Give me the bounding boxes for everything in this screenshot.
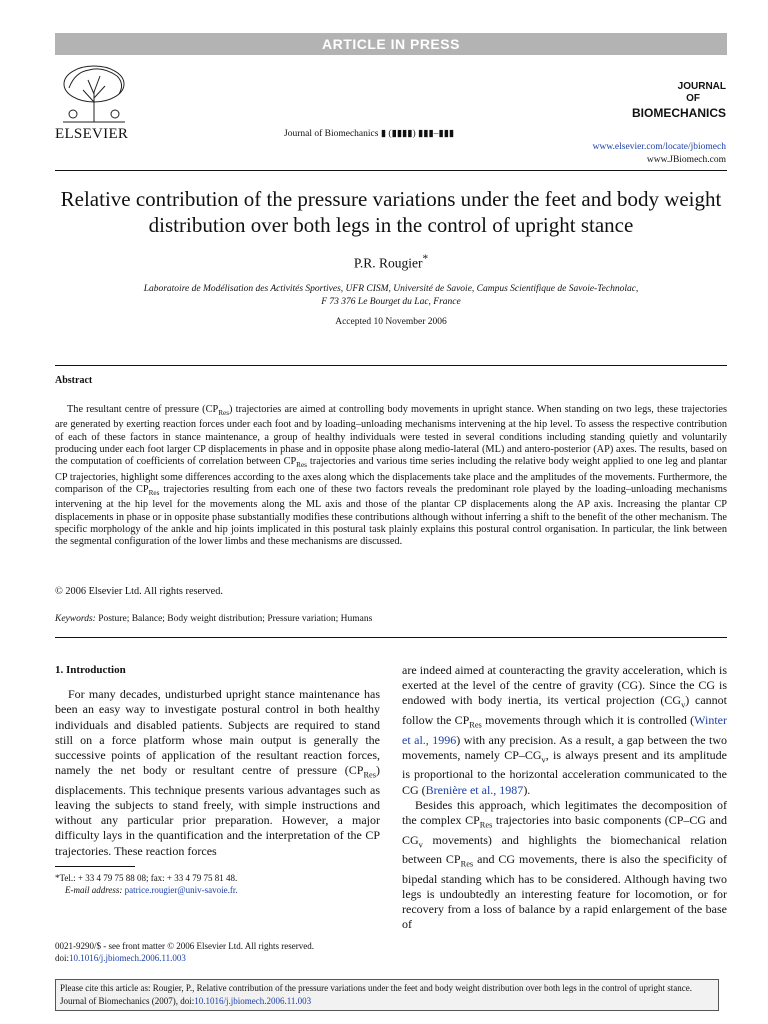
paragraph-part: Besides this approach, which legitimates the decomposition of the complex CP — [402, 797, 727, 827]
paragraph-part: , is always present and its amplitude is proportional to the horizontal acceleration communicated to the CG ( — [402, 747, 727, 797]
keywords — [55, 614, 372, 624]
paragraph-part: ). — [523, 782, 531, 797]
subscript: Res — [218, 409, 230, 418]
abstract-top-divider — [55, 365, 727, 366]
paragraph-part: ) cannot follow the CP — [402, 693, 727, 727]
subscript: v — [418, 839, 423, 849]
subscript: v — [681, 700, 686, 710]
intro-paragraph-1 — [55, 687, 380, 859]
journal-logo-line3: BIOMECHANICS — [631, 106, 726, 120]
paragraph-part: movements) and highlights the biomechanical relation between CP — [402, 832, 727, 867]
paragraph-part: ) displacements. This technique presents various advantages such as leaving the subjects to stand freely, with simple instructions and without any particular prior preparation. However, a major difficulty lays in the quantification and the interpretation of the CP trajectories. These reaction forces — [55, 763, 380, 858]
keywords-list: Posture; Balance; Body weight distribution; Pressure variation; Humans — [95, 614, 373, 624]
subscript: Res — [479, 820, 493, 830]
cite-doi-link[interactable]: 10.1016/j.jbiomech.2006.11.003 — [194, 995, 312, 1006]
footnote — [55, 872, 238, 896]
right-column — [402, 663, 727, 933]
cite-text: Please cite this article as: Rougier, P., Relative contribution of the pressure variations under the feet and body weight distribution over both legs in the control of upright stance. Journal of Biomechanics (2007), doi: — [60, 983, 692, 1006]
article-title: Relative contribution of the pressure variations under the feet and body weight distribution over both legs in the control of upright stance — [60, 187, 722, 237]
journal-logo-line1: JOURNAL — [677, 81, 726, 92]
subscript: Res — [460, 859, 474, 869]
doi-line — [55, 952, 314, 964]
subscript: Res — [363, 770, 376, 780]
journal-urls — [593, 141, 726, 167]
subscript: Res — [469, 720, 482, 730]
footnote-divider — [55, 866, 135, 867]
accepted-date: Accepted 10 November 2006 — [335, 317, 447, 327]
paragraph-part: and CG movements, there is also the specificity of bipedal standing which has to be considered. Although having two legs is undoubtedly an interesting feature for locomotion, or for recovery from a loss of balance by a rapid enlargement of the base of — [402, 852, 727, 932]
affiliation-line2: F 73 376 Le Bourget du Lac, France — [321, 297, 461, 307]
author-name-text: P.R. Rougier — [353, 255, 423, 271]
citation-link-breniere[interactable]: Brenière et al., 1987 — [425, 782, 524, 797]
author-affiliation — [55, 283, 727, 309]
footnote-email-line — [55, 884, 238, 896]
author-name — [55, 253, 727, 272]
paragraph-part: For many decades, undisturbed upright stance maintenance has been an easy way to investigate postural control in both healthy individuals and disabled patients. Subjects are required to stand still on a force platform whose main output is generally the successive points of application of the resultant reaction forces, namely the net body or resultant centre of pressure (CP — [55, 687, 380, 778]
cite-this-article-box — [55, 979, 719, 1011]
intro-paragraph-2 — [402, 798, 727, 933]
abstract-part: trajectories resulting from each one of these two factors reveals the predominant role played by the loading–unloading mechanisms intervening at the hip level for the movements along the ML axis and those of the plantar CP displacements along the AP axis. Increasing the plantar CP displacements in phase or in opposite phase substantially modifies these contributions although without inferring a shift to the benefit of the other mechanism. The specific morphology of the ankle and hip joints implicated in this postural task plainly explains this postural control organisation. In particular, the link between the segmental configuration of the lower limbs and these mechanisms are discussed. — [55, 483, 727, 548]
journal-logo — [632, 80, 726, 121]
paragraph-part: ) with any precision. As a result, a gap between the two movements, namely CP–CG — [402, 732, 728, 762]
citation-link-winter[interactable]: Winter et al., 1996 — [402, 713, 727, 747]
subscript: Res — [296, 461, 307, 470]
doi-link[interactable]: 10.1016/j.jbiomech.2006.11.003 — [69, 953, 186, 963]
abstract-copyright: © 2006 Elsevier Ltd. All rights reserved. — [55, 586, 223, 597]
elsevier-tree-logo-icon — [55, 62, 133, 124]
paragraph-part: trajectories into basic components (CP–CG and CG — [402, 813, 727, 847]
doi-label: doi: — [55, 953, 70, 963]
abstract-part: trajectories and various time series including the relative body weight applied to one leg and plantar CP trajectories, highlight some differences according to the axes along which the displacements take place and the amplitudes of the movements. Furthermore, the comparison of the CP — [55, 456, 727, 495]
journal-locate-link[interactable]: www.elsevier.com/locate/jbiomech — [592, 142, 726, 152]
front-matter-line: 0021-9290/$ - see front matter © 2006 Elsevier Ltd. All rights reserved. — [55, 941, 315, 951]
paragraph-part: movements through which it is controlled ( — [481, 713, 695, 727]
subscript: v — [541, 755, 546, 765]
journal-logo-line2: OF — [686, 93, 700, 104]
email-label: E-mail address: — [65, 885, 123, 895]
author-footnote-mark[interactable]: * — [422, 253, 429, 265]
email-link[interactable]: patrice.rougier@univ-savoie.fr. — [124, 885, 238, 895]
header-divider — [55, 170, 727, 171]
footnote-tel: *Tel.: + 33 4 79 75 88 08; fax: + 33 4 79 75 81 48. — [55, 873, 238, 883]
intro-paragraph-1-cont — [402, 663, 727, 798]
affiliation-line1: Laboratoire de Modélisation des Activités Sportives, UFR CISM, Université de Savoie, Campus Scientifique de Savoie-Technolac, — [143, 284, 639, 294]
abstract-bottom-divider — [55, 637, 727, 638]
abstract-heading: Abstract — [55, 375, 93, 386]
section-heading: 1. Introduction — [55, 664, 126, 676]
front-matter — [55, 940, 314, 964]
journal-site-url: www.JBiomech.com — [646, 155, 726, 165]
left-column — [55, 663, 380, 859]
publisher-name: ELSEVIER — [55, 126, 129, 142]
abstract-text — [55, 404, 727, 548]
journal-citation-line: Journal of Biomechanics ▮ (▮▮▮▮) ▮▮▮–▮▮▮ — [284, 129, 455, 139]
abstract-part: The resultant centre of pressure (CP — [67, 404, 219, 415]
keywords-label: Keywords: — [55, 614, 96, 624]
subscript: Res — [148, 488, 160, 497]
article-in-press-banner: ARTICLE IN PRESS — [55, 33, 727, 55]
paragraph-part: are indeed aimed at counteracting the gravity acceleration, which is exerted at the level of the centre of gravity (CG). Since the CG is endowed with body inertia, its vertical projection (CG — [402, 663, 727, 708]
abstract-part: ) trajectories are aimed at controlling body movements in upright stance. When standing on two legs, these trajectories are generated by exerting reaction forces under each foot and by loading–unloading mechanisms intervening at the hip level. To assess the respective contribution of each of these factors in stance maintenance, a group of healthy individuals were tested in several conditions including standing quietly and voluntarily producing under each foot larger CP displacements in phase and in opposite phase along medio-lateral (ML) and antero-posterior (AP) axes. The results, based on the computation of coefficients of correlation between CP — [55, 404, 728, 468]
